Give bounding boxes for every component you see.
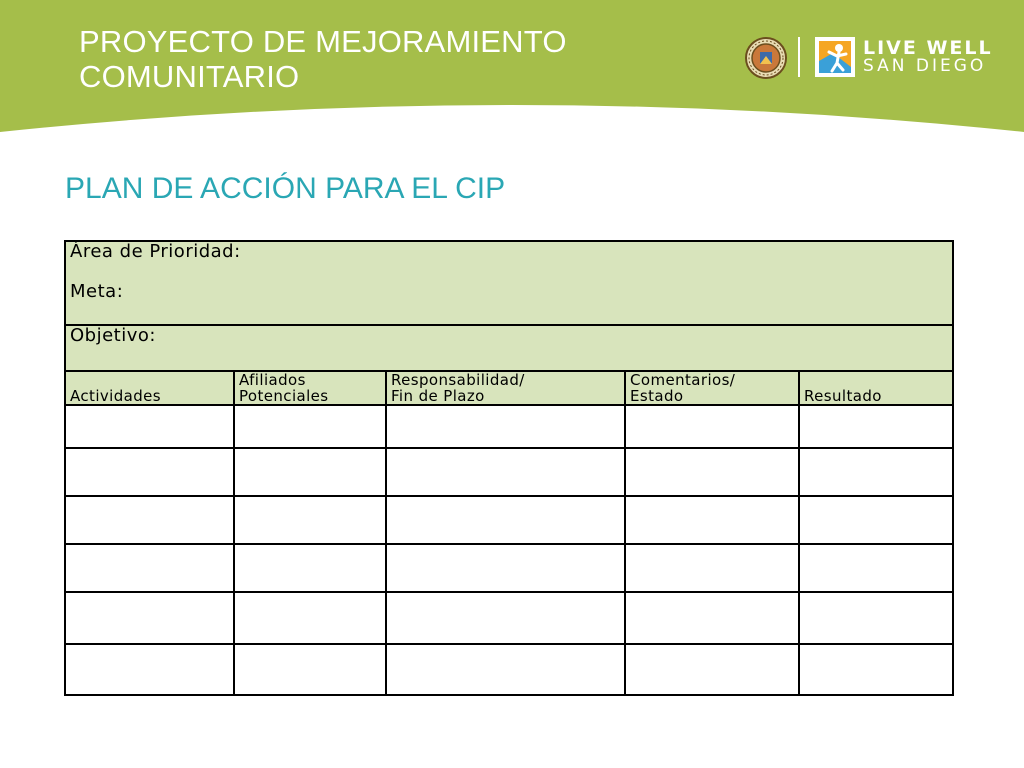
table-cell[interactable]: [386, 496, 625, 544]
table-row: [65, 405, 953, 448]
table-cell[interactable]: [799, 496, 953, 544]
table-cell[interactable]: [65, 592, 234, 644]
table-cell[interactable]: [799, 448, 953, 496]
live-well-wordmark: [863, 39, 993, 76]
table-cell[interactable]: [65, 405, 234, 448]
column-header-line-1: Comentarios/: [630, 371, 736, 389]
column-header-line-2: Potenciales: [239, 387, 329, 405]
live-well-figure-icon: [815, 37, 855, 77]
header-title-line-1: PROYECTO DE MEJORAMIENTO: [79, 24, 567, 59]
table-cell[interactable]: [799, 544, 953, 592]
table-row: [65, 544, 953, 592]
table-cell[interactable]: [386, 448, 625, 496]
live-well-line-1: LIVE WELL: [863, 37, 993, 59]
table-row: [65, 448, 953, 496]
meta-label: Meta:: [70, 281, 124, 302]
table-row: [65, 496, 953, 544]
column-header-responsabilidad: [386, 371, 625, 405]
column-header-line-1: Afiliados: [239, 371, 306, 389]
table-cell[interactable]: [386, 592, 625, 644]
table-cell[interactable]: [625, 544, 799, 592]
table-cell[interactable]: [65, 644, 234, 695]
objective-cell[interactable]: [65, 325, 953, 371]
table-cell[interactable]: [234, 496, 386, 544]
table-cell[interactable]: [65, 496, 234, 544]
table-row: [65, 592, 953, 644]
column-header-line-1: Responsabilidad/: [391, 371, 525, 389]
header-title: [79, 24, 567, 94]
column-header-line-2: Fin de Plazo: [391, 387, 485, 405]
logo-divider: [798, 37, 800, 77]
priority-area-row: [65, 241, 953, 325]
table-cell[interactable]: [625, 592, 799, 644]
table-cell[interactable]: [234, 405, 386, 448]
table-cell[interactable]: [625, 496, 799, 544]
header-title-line-2: COMUNITARIO: [79, 59, 300, 94]
table-row: [65, 644, 953, 695]
table-cell[interactable]: [799, 644, 953, 695]
table-cell[interactable]: [625, 448, 799, 496]
table-cell[interactable]: [625, 644, 799, 695]
table-cell[interactable]: [386, 405, 625, 448]
table-cell[interactable]: [234, 644, 386, 695]
priority-area-label: Área de Prioridad:: [70, 241, 241, 262]
column-header-line-2: Actividades: [70, 387, 162, 405]
action-plan-table: [64, 240, 954, 696]
county-seal-icon: [745, 37, 787, 79]
column-header-actividades: [65, 371, 234, 405]
objective-row: [65, 325, 953, 371]
section-title: PLAN DE ACCIÓN PARA EL CIP: [65, 172, 506, 205]
table-cell[interactable]: [386, 644, 625, 695]
column-header-line-2: Estado: [630, 387, 684, 405]
column-header-row: [65, 371, 953, 405]
table-cell[interactable]: [799, 405, 953, 448]
table-cell[interactable]: [234, 448, 386, 496]
table-cell[interactable]: [234, 592, 386, 644]
live-well-line-2: SAN DIEGO: [863, 56, 987, 76]
table-cell[interactable]: [625, 405, 799, 448]
column-header-line-2: Resultado: [804, 387, 882, 405]
column-header-comentarios: [625, 371, 799, 405]
objective-label: Objetivo:: [70, 325, 156, 346]
table-cell[interactable]: [799, 592, 953, 644]
priority-area-cell[interactable]: [65, 241, 953, 325]
table-cell[interactable]: [65, 544, 234, 592]
table-cell[interactable]: [65, 448, 234, 496]
table-cell[interactable]: [234, 544, 386, 592]
column-header-afiliados: [234, 371, 386, 405]
table-cell[interactable]: [386, 544, 625, 592]
column-header-resultado: [799, 371, 953, 405]
